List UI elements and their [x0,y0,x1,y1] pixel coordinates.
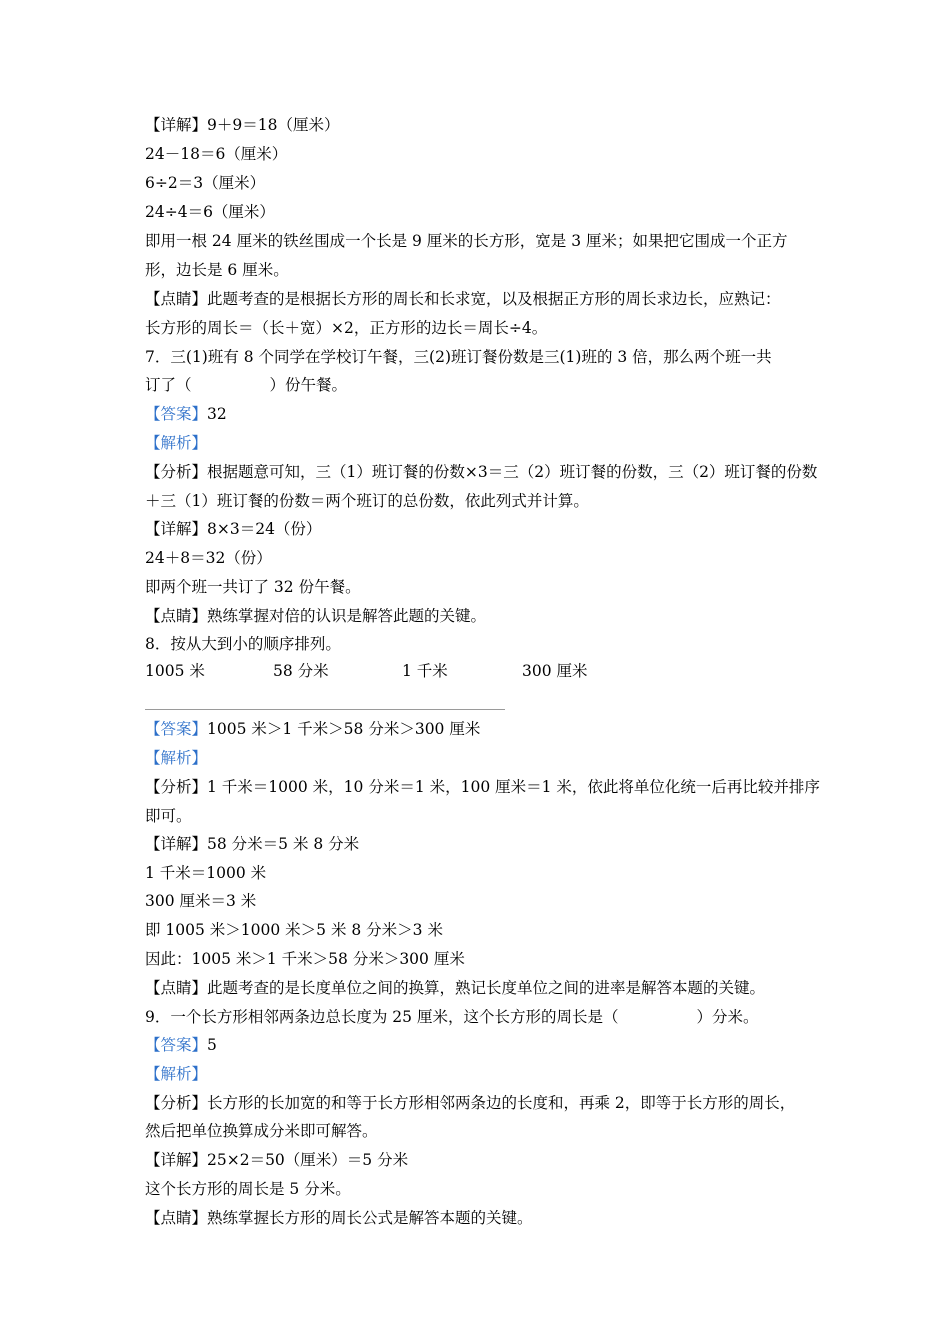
q9-tip: 【点睛】熟练掌握长方形的周长公式是解答本题的关键。 [145,1209,533,1227]
q8-option-2: 58 分米 [273,662,329,680]
q7-question-line-2 [145,371,347,399]
q9-analysis-tag: 【解析】 [145,1065,208,1083]
q7-tip: 【点睛】熟练掌握对倍的认识是解答此题的关键。 [145,607,487,625]
q9-detail-line-1: 【详解】25×2＝50（厘米）＝5 分米 [145,1151,409,1169]
detail-line-4: 24÷4＝6（厘米） [145,203,275,221]
q8-answer [145,715,480,743]
q7-answer [145,400,227,428]
tip-line-2: 长方形的周长＝（长＋宽）×2，正方形的边长＝周长÷4。 [145,319,548,337]
q7-detail-line-2: 24＋8＝32（份） [145,549,272,567]
q7-detail-line-1: 【详解】8×3＝24（份） [145,520,322,538]
detail-conclusion-2: 形，边长是 6 厘米。 [145,261,289,279]
q9-question [145,1003,758,1031]
q7-question-text-a: 订了（ [145,376,192,394]
detail-line-2: 24－18＝6（厘米） [145,145,288,163]
detail-conclusion-1: 即用一根 24 厘米的铁丝围成一个长是 9 厘米的长方形，宽是 3 厘米；如果把它围成一个正方 [145,232,788,250]
q9-analysis-line-1: 【分析】长方形的长加宽的和等于长方形相邻两条边的长度和，再乘 2，即等于长方形的周长， [145,1094,796,1112]
q8-detail-line-5: 因此：1005 米＞1 千米＞58 分米＞300 厘米 [145,950,465,968]
q8-detail-line-4: 即 1005 米＞1000 米＞5 米 8 分米＞3 米 [145,921,443,939]
q8-analysis-line-2: 即可。 [145,807,192,825]
q9-question-text-b: ）分米。 [696,1008,759,1026]
detail-line-3: 6÷2＝3（厘米） [145,174,266,192]
q8-detail-line-3: 300 厘米＝3 米 [145,892,257,910]
q8-answer-value: 1005 米＞1 千米＞58 分米＞300 厘米 [207,720,481,738]
q9-analysis-line-2: 然后把单位换算成分米即可解答。 [145,1122,378,1140]
q8-analysis-tag: 【解析】 [145,749,208,767]
q7-question-line-1: 7．三(1)班有 8 个同学在学校订午餐，三(2)班订餐份数是三(1)班的 3 倍，那么两个班一共 [145,348,772,366]
q7-answer-value: 32 [207,405,227,423]
q8-answer-tag: 【答案】 [145,720,208,738]
q7-answer-tag: 【答案】 [145,405,208,423]
q9-answer-value: 5 [207,1036,217,1054]
q9-detail-line-2: 这个长方形的周长是 5 分米。 [145,1180,351,1198]
detail-line-1: 【详解】9＋9＝18（厘米） [145,116,340,134]
q7-analysis-line-1: 【分析】根据题意可知，三（1）班订餐的份数×3＝三（2）班订餐的份数，三（2）班订餐的份数 [145,463,818,481]
q7-analysis-line-2: ＋三（1）班订餐的份数＝两个班订的总份数，依此列式并计算。 [145,492,589,510]
q7-question-text-b: ）份午餐。 [269,376,348,394]
q9-question-text-a: 9．一个长方形相邻两条边总长度为 25 厘米，这个长方形的周长是（ [145,1008,619,1026]
answer-divider-line [145,709,505,710]
q8-option-4: 300 厘米 [522,662,588,680]
q8-detail-line-1: 【详解】58 分米＝5 米 8 分米 [145,835,360,853]
tip-line-1: 【点睛】此题考查的是根据长方形的周长和长求宽，以及根据正方形的周长求边长，应熟记： [145,290,781,308]
q7-analysis-tag: 【解析】 [145,434,208,452]
q9-answer-tag: 【答案】 [145,1036,208,1054]
q8-tip: 【点睛】此题考查的是长度单位之间的换算，熟记长度单位之间的进率是解答本题的关键。 [145,979,766,997]
q8-option-1: 1005 米 [145,662,205,680]
q8-analysis-line-1: 【分析】1 千米＝1000 米，10 分米＝1 米，100 厘米＝1 米，依此将单位化统一后再比较并排序 [145,778,820,796]
q8-option-3: 1 千米 [402,662,448,680]
q7-detail-line-3: 即两个班一共订了 32 份午餐。 [145,578,361,596]
q8-question: 8．按从大到小的顺序排列。 [145,635,341,653]
q9-answer [145,1031,217,1059]
q8-detail-line-2: 1 千米＝1000 米 [145,864,267,882]
